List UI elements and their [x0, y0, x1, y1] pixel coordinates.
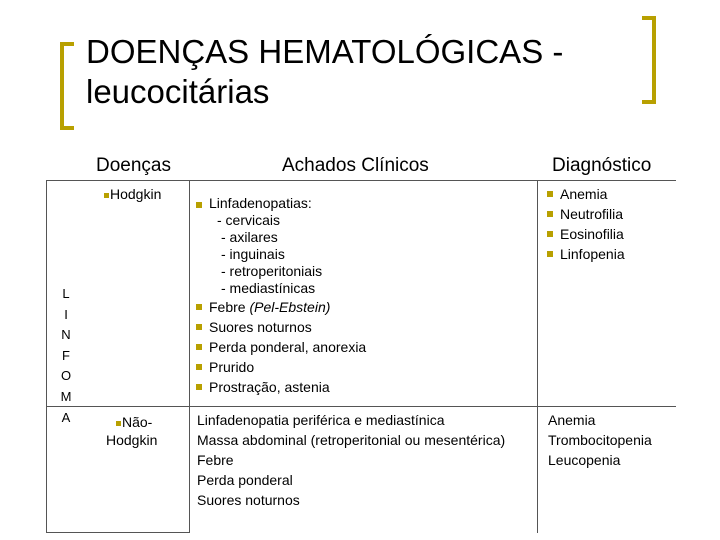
- disease-name-line2: Hodgkin: [106, 432, 158, 448]
- disease-name: Hodgkin: [110, 186, 162, 202]
- slide-title: [86, 32, 563, 112]
- table-row-divider: [46, 406, 676, 407]
- table-divider-2: [537, 180, 538, 533]
- diagnosis-hodgkin: [547, 184, 672, 264]
- table-top-line: [46, 180, 676, 181]
- disease-name-line1: Não-: [122, 414, 153, 430]
- finding-subitem: - axilares: [221, 229, 278, 245]
- finding-item: Prurido: [196, 357, 532, 377]
- header-diagnostico: Diagnóstico: [552, 155, 652, 176]
- finding-subitem: - retroperitoniais: [221, 263, 323, 279]
- finding-subitem: - inguinais: [221, 246, 285, 262]
- diagnosis-line: Anemia: [548, 412, 596, 428]
- finding-item: Prostração, astenia: [196, 377, 532, 397]
- diagnosis-item: Neutrofilia: [547, 204, 672, 224]
- diagnosis-item: Linfopenia: [547, 244, 672, 264]
- bullet-icon: [104, 193, 109, 198]
- finding-line: Linfadenopatia periférica e mediastínica: [197, 412, 445, 428]
- finding-item: Perda ponderal, anorexia: [196, 337, 532, 357]
- findings-hodgkin: [196, 195, 532, 397]
- finding-subitem: - cervicais: [217, 212, 281, 228]
- disease-nao-hodgkin: [106, 413, 157, 449]
- right-bracket-bottom: [642, 100, 656, 104]
- bullet-icon: [116, 421, 121, 426]
- side-label-linfoma: [56, 284, 76, 428]
- title-line-2: leucocitárias: [86, 73, 270, 110]
- disease-hodgkin: [104, 184, 161, 204]
- finding-item: Suores noturnos: [196, 317, 532, 337]
- table-border-left: [46, 180, 47, 533]
- left-bracket-top: [60, 42, 74, 46]
- header-doencas: Doenças: [96, 155, 171, 176]
- table-divider-1: [189, 180, 190, 533]
- finding-item: Linfadenopatias:: [196, 195, 532, 212]
- findings-nao-hodgkin: [197, 410, 533, 510]
- side-letter: O: [60, 368, 72, 384]
- finding-subitem: - mediastínicas: [221, 280, 316, 296]
- side-letter: L: [62, 286, 70, 301]
- table-bottom-line: [46, 532, 190, 533]
- diagnosis-line: Leucopenia: [548, 452, 621, 468]
- left-bracket-bottom: [60, 126, 74, 130]
- diagnosis-item: Eosinofilia: [547, 224, 672, 244]
- diagnosis-item: Anemia: [547, 184, 672, 204]
- side-letter: F: [62, 347, 70, 363]
- header-achados: Achados Clínicos: [282, 155, 429, 176]
- diagnosis-line: Trombocitopenia: [548, 432, 652, 448]
- side-letter: M: [60, 388, 72, 404]
- side-letter: I: [64, 306, 68, 322]
- title-line-1: DOENÇAS HEMATOLÓGICAS -: [86, 33, 564, 70]
- side-letter: A: [61, 409, 71, 425]
- side-letter: N: [61, 327, 71, 343]
- left-bracket: [60, 42, 64, 130]
- finding-line: Massa abdominal (retroperitonial ou mesentérica): [197, 432, 506, 448]
- finding-line: Suores noturnos: [197, 492, 300, 508]
- finding-line: Febre: [197, 452, 234, 468]
- finding-item: Febre (Pel-Ebstein): [196, 297, 532, 317]
- right-bracket: [652, 16, 656, 104]
- diagnosis-nao-hodgkin: [548, 410, 673, 470]
- finding-line: Perda ponderal: [197, 472, 293, 488]
- right-bracket-top: [642, 16, 656, 20]
